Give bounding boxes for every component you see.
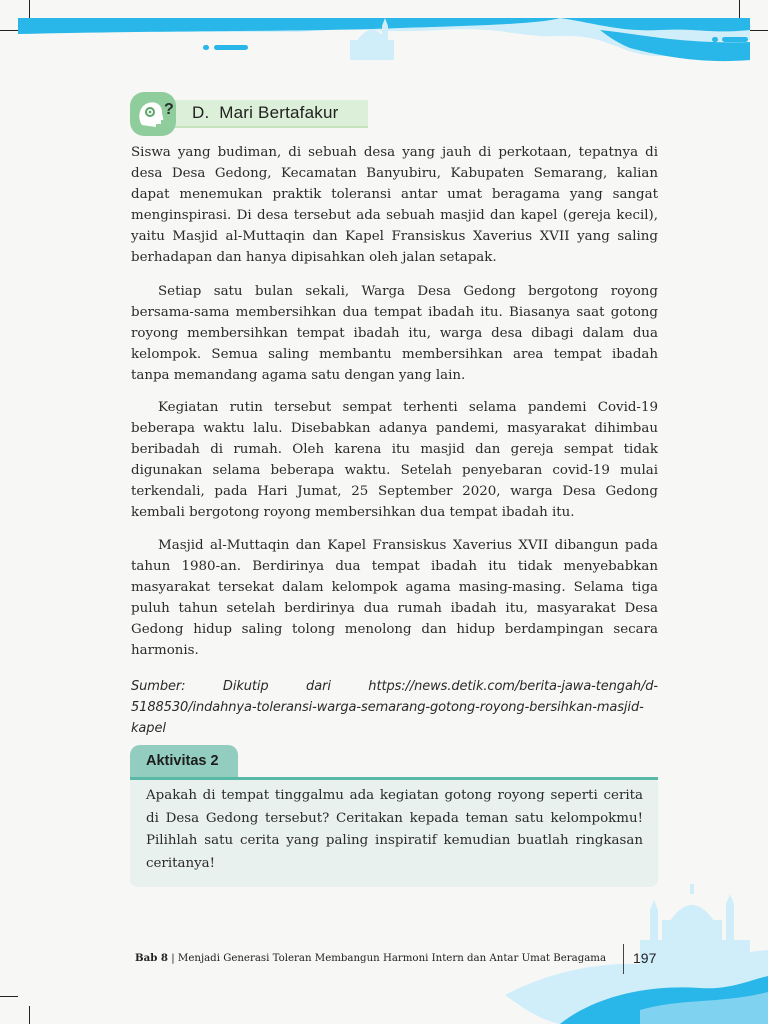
footer-chapter: Bab 8: [135, 952, 168, 964]
header-dot: [712, 37, 718, 42]
thinking-head-icon: [130, 92, 176, 136]
footer-chapter-title: Menjadi Generasi Toleran Membangun Harmoni Intern dan Antar Umat Beragama: [177, 953, 607, 964]
section-letter: D.: [192, 103, 210, 122]
source-citation: Sumber: Dikutip dari https://news.detik.com/berita-jawa-tengah/d-5188530/indahnya-toleransi-warga-semarang-gotong-royong-bersihkan-masjid-kapel: [131, 679, 658, 736]
activity-box: [130, 780, 658, 887]
page-number: 197: [633, 950, 657, 966]
svg-text:?: ?: [164, 101, 174, 118]
paragraph-pandemi: Kegiatan rutin tersebut sempat terhenti selama pandemi Covid-19 beberapa waktu lalu. Disebabkan adanya pandemi, masyarakat dihimbau beribadah di rumah. Oleh karena itu masjid dan gereja sempat tidak digunakan selama beberapa waktu. Setelah penyebaran covid-19 mulai terkendali, pada Hari Jumat, 25 September 2020, warga Desa Gedong kembali bergotong royong membersihkan dua tempat ibadah itu.: [131, 400, 658, 520]
footer-running-title: [135, 952, 606, 964]
section-title: [192, 103, 338, 123]
activity-label: Aktivitas 2: [146, 753, 219, 769]
paragraph-sejarah: Masjid al-Muttaqin dan Kapel Fransiskus Xaverius XVII dibangun pada tahun 1980-an. Berdirinya dua tempat ibadah itu tidak menyebabkan masyarakat tersekat dalam kelompok agama masing-masing. Selama tiga puluh tahun setelah berdirinya dua rumah ibadah itu, masyarakat Desa Gedong hidup saling tolong menolong dan hidup berdampingan secara harmonis.: [131, 538, 658, 658]
paragraph-gotong-royong: Setiap satu bulan sekali, Warga Desa Gedong bergotong royong bersama-sama membersihkan dua tempat ibadah itu. Biasanya saat gotong royong membersihkan tempat ibadah itu, warga desa dibagi dalam dua kelompok. Semua saling membantu membersihkan area tempat ibadah tanpa memandang agama satu dengan yang lain.: [131, 284, 658, 383]
activity-text: Apakah di tempat tinggalmu ada kegiatan gotong royong seperti cerita di Desa Gedong tersebut? Ceritakan kepada teman satu kelompokmu! Pilihlah satu cerita yang paling inspiratif kemudian buatlah ringkasan ceritanya!: [146, 788, 643, 871]
header-dash: [722, 37, 748, 42]
footer-separator: |: [171, 953, 175, 964]
paragraph-intro: Siswa yang budiman, di sebuah desa yang jauh di perkotaan, tepatnya di desa Desa Gedong, Kecamatan Banyubiru, Kabupaten Semarang, kalian dapat menemukan praktik toleransi antar umat beragama yang sangat menginspirasi. Di desa tersebut ada sebuah masjid dan kapel (gereja kecil), yaitu Masjid al-Muttaqin dan Kapel Fransiskus Xaverius XVII yang saling berhadapan dan hanya dipisahkan oleh jalan setapak.: [131, 145, 658, 265]
header-dot: [203, 45, 209, 50]
header-wave-banner: [0, 0, 768, 90]
header-dash: [214, 45, 248, 50]
activity-tab: [130, 745, 238, 778]
footer-divider: [623, 944, 624, 974]
section-title-text: Mari Bertafakur: [219, 103, 339, 122]
section-heading: [130, 92, 370, 136]
